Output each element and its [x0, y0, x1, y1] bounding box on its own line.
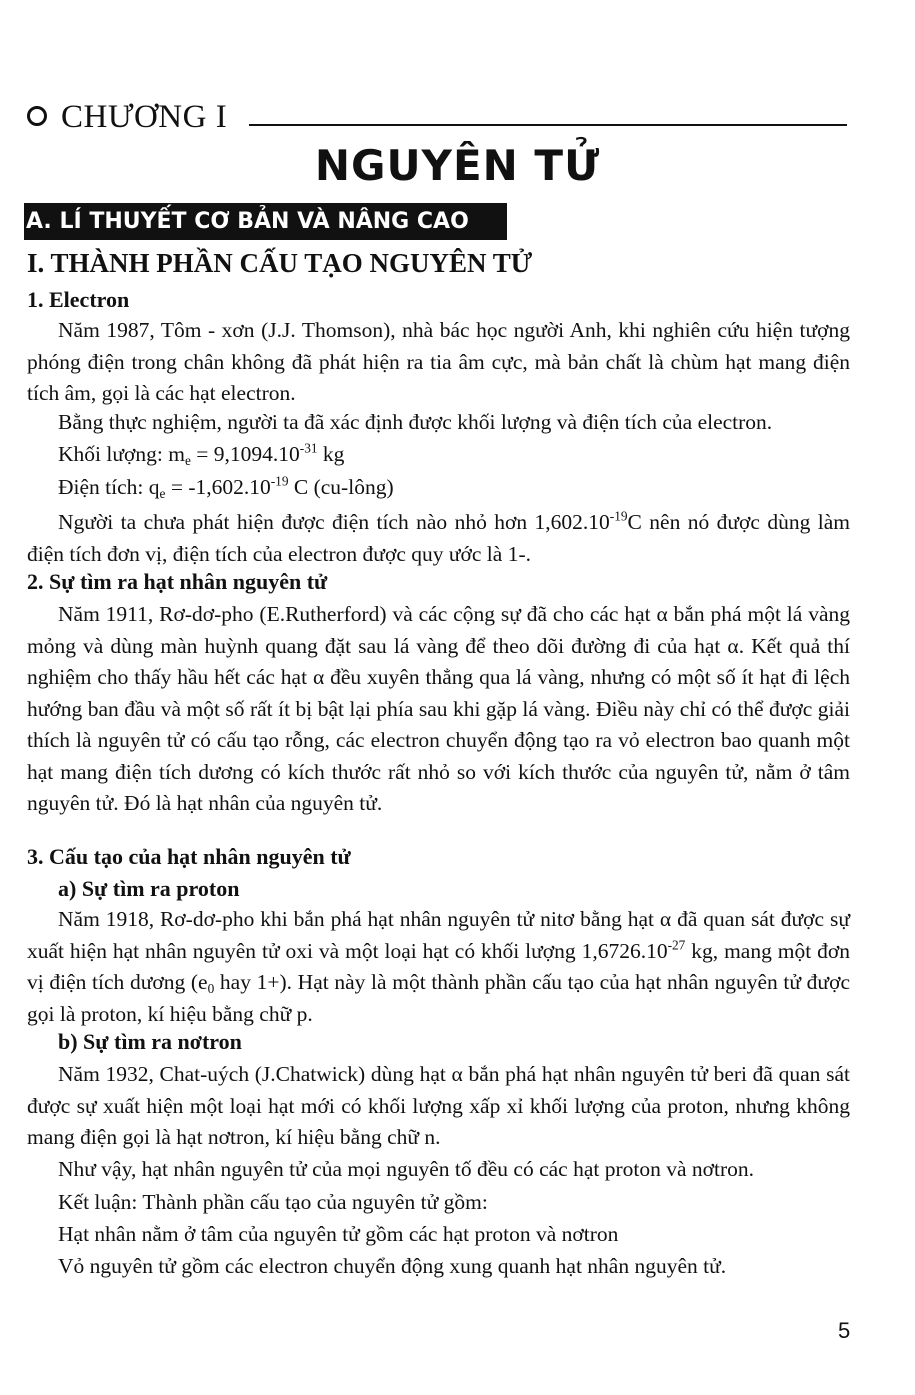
heading-nucleus-structure: 3. Cấu tạo của hạt nhân nguyên tử — [27, 844, 351, 869]
electron-charge: Điện tích: $q_e = -1,602.10^{-19}$ C (cu-lông) — [58, 473, 394, 501]
conclusion-point-shell: Vỏ nguyên tử gồm các electron chuyển động xung quanh hạt nhân nguyên tử. — [58, 1254, 727, 1278]
paragraph-unit-charge: Người ta chưa phát hiện được điện tích nào nhỏ hơn $1,602.10^{-19}C$ nên nó được dùng làm điện tích đơn vị, điện tích của electron được quy ước là 1-. — [27, 508, 850, 566]
paragraph-neutron: Năm 1932, Chat-uých (J.Chatwick) dùng hạt α bắn phá hạt nhân nguyên tử beri đã quan sát được sự xuất hiện một loại hạt mới có khối lượng xấp xỉ khối lượng của proton, nhưng không mang điện gọi là hạt nơtron, kí hiệu bằng chữ n. — [27, 1062, 850, 1149]
heading-neutron: b) Sự tìm ra nơtron — [58, 1029, 242, 1054]
chapter-rule — [249, 124, 847, 126]
paragraph-electron-measure: Bằng thực nghiệm, người ta đã xác định được khối lượng và điện tích của electron. — [58, 410, 773, 434]
paragraph-rutherford: Năm 1911, Rơ-dơ-pho (E.Rutherford) và các cộng sự đã cho các hạt α bắn phá một lá vàng mỏng và dùng màn huỳnh quang đặt sau lá vàng để theo dõi đường đi của hạt α. Kết quả thí nghiệm cho thấy hầu hết các hạt α đều xuyên thẳng qua lá vàng, nhưng có một số ít hạt đi lệch hướng ban đầu và một số rất ít bị bật lại phía sau khi gặp lá vàng. Điều này chỉ có thể được giải thích là nguyên tử có cấu tạo rỗng, các electron chuyển động tạo ra vỏ electron bao quanh một hạt mang điện tích dương có kích thước rất nhỏ so với kích thước của nguyên tử, nằm ở tâm nguyên tử. Đó là hạt nhân của nguyên tử. — [27, 602, 850, 815]
conclusion-line: Kết luận: Thành phần cấu tạo của nguyên tử gồm: — [58, 1190, 488, 1214]
chapter-label: CHƯƠNG I — [61, 99, 228, 135]
heading-nucleus-discovery: 2. Sự tìm ra hạt nhân nguyên tử — [27, 569, 328, 594]
heading-electron: 1. Electron — [27, 287, 130, 312]
chapter-header — [27, 97, 847, 137]
section-banner: A. LÍ THUYẾT CƠ BẢN VÀ NÂNG CAO — [24, 203, 507, 240]
electron-mass: Khối lượng: $m_e = 9,1094.10^{-31}$ kg — [58, 440, 345, 468]
paragraph-electron-discovery: Năm 1987, Tôm - xơn (J.J. Thomson), nhà bác học người Anh, khi nghiên cứu hiện tượng phóng điện trong chân không đã phát hiện ra tia âm cực, mà bản chất là chùm hạt mang điện tích âm, gọi là các hạt electron. — [27, 318, 850, 405]
chapter-title: NGUYÊN TỬ — [314, 141, 601, 190]
paragraph-proton: Năm 1918, Rơ-dơ-pho khi bắn phá hạt nhân nguyên tử nitơ bằng hạt α đã quan sát được sự xuất hiện hạt nhân nguyên tử oxi và một loại hạt có khối lượng $1,6726.10^{-27}$ kg, mang một đơn vị điện tích dương ($e_0$ hay 1+). Hạt này là một thành phần cấu tạo của hạt nhân nguyên tử được gọi là proton, kí hiệu bằng chữ p. — [27, 907, 850, 1026]
circle-bullet-icon — [27, 106, 47, 126]
heading-composition: I. THÀNH PHẦN CẤU TẠO NGUYÊN TỬ — [27, 248, 533, 278]
summary-line: Như vậy, hạt nhân nguyên tử của mọi nguyên tố đều có các hạt proton và nơtron. — [58, 1157, 755, 1181]
conclusion-point-nucleus: Hạt nhân nằm ở tâm của nguyên tử gồm các hạt proton và nơtron — [58, 1222, 619, 1246]
page-number: 5 — [838, 1318, 851, 1343]
heading-proton: a) Sự tìm ra proton — [58, 876, 240, 901]
